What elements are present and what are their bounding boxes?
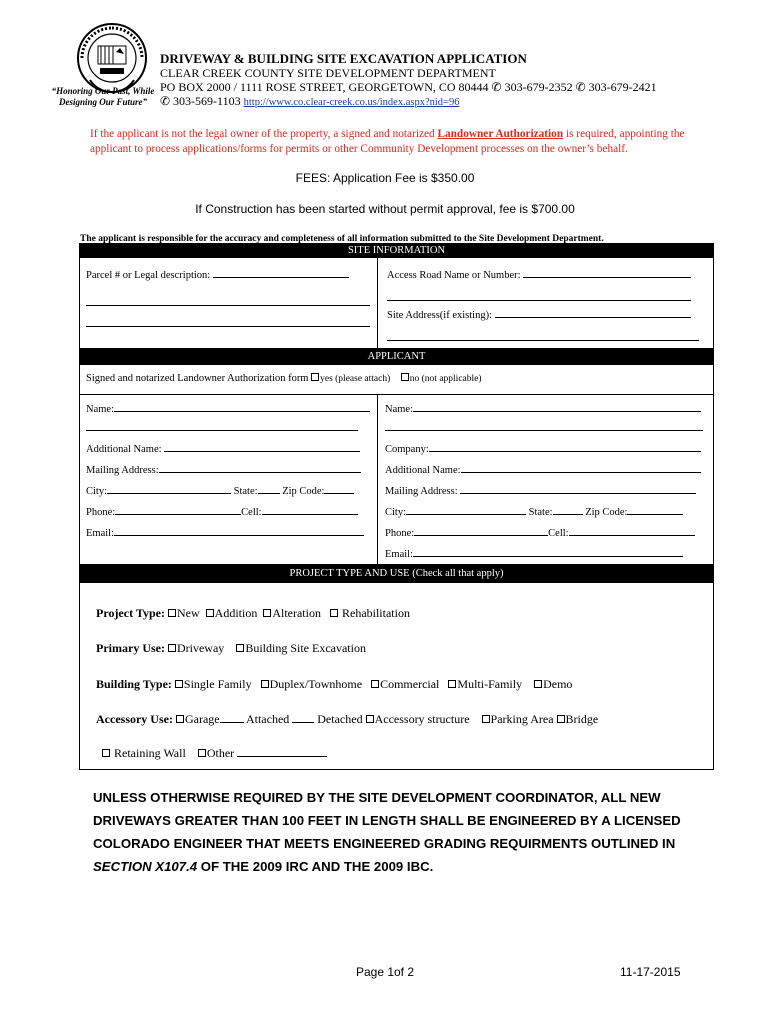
accessory-structure-checkbox[interactable] [366,715,374,723]
project-type-header: PROJECT TYPE AND USE (Check all that apply) [80,564,713,583]
site-information-header: SITE INFORMATION [80,244,713,258]
right-mailing-address-field[interactable]: Mailing Address: [385,484,696,497]
contact-line [160,94,459,109]
left-name-field[interactable]: Name: [86,402,370,415]
garage-checkbox[interactable] [176,715,184,723]
left-phone-cell-field[interactable]: Phone: Cell: [86,505,358,518]
engineering-notice: UNLESS OTHERWISE REQUIRED BY THE SITE DEVELOPMENT COORDINATOR, ALL NEW DRIVEWAYS GREATER THAN 100 FEET IN LENGTH SHALL BE ENGINEERED BY A LICENSED COLORADO ENGINEER THAT MEETS ENGINEERED GRADING REQUIRMENTS OUTLINED IN SECTION X107.4 OF THE 2009 IRC AND THE 2009 IBC. [93,790,681,874]
site-address-field[interactable]: Site Address(if existing): [387,308,691,321]
parking-area-checkbox[interactable] [482,715,490,723]
addition-checkbox[interactable] [206,609,214,617]
building-type-row: Building Type: Single Family Duplex/Townhome Commercial Multi-Family Demo [96,677,573,691]
company-field[interactable]: Company: [385,442,701,455]
retaining-wall-checkbox[interactable] [102,749,110,757]
application-form [79,243,714,770]
left-email-field[interactable]: Email: [86,526,364,539]
left-city-state-zip-field[interactable]: City: State: Zip Code: [86,484,354,497]
landowner-authorization-link[interactable]: Landowner Authorization [437,128,564,140]
building-site-excavation-checkbox[interactable] [236,644,244,652]
other-blank[interactable] [237,747,327,757]
access-road-line-2[interactable] [387,300,691,301]
alteration-checkbox[interactable] [263,609,271,617]
applicant-header: APPLICANT [80,348,713,365]
right-name-field[interactable]: Name: [385,402,701,415]
revision-date: 11-17-2015 [620,965,681,979]
other-row: Retaining Wall Other [102,746,327,761]
department-address: PO BOX 2000 / 1111 ROSE STREET, GEORGETOWN, CO 80444 ✆ 303-679-2352 ✆ 303-679-2421 [160,80,657,94]
bridge-checkbox[interactable] [557,715,565,723]
late-permit-fee: If Construction has been started without permit approval, fee is $700.00 [195,202,575,216]
duplex-townhome-checkbox[interactable] [261,680,269,688]
auth-yes-checkbox[interactable] [311,373,319,381]
landowner-authorization-row: Signed and notarized Landowner Authorization form yes (please attach) no (not applicable) [86,373,482,384]
attached-blank[interactable] [220,713,244,723]
multi-family-checkbox[interactable] [448,680,456,688]
page-number: Page 1of 2 [355,965,415,979]
detached-blank[interactable] [292,713,314,723]
new-checkbox[interactable] [168,609,176,617]
right-name-line-2[interactable] [385,430,703,431]
owner-authorization-note: If the applicant is not the legal owner of the property, a signed and notarized Landowner Authorization is required, appointing the applicant to process applications/forms for permits or other Community Development processes on the owner’s behalf. [90,128,685,155]
parcel-line-3[interactable] [86,326,370,327]
parcel-line-2[interactable] [86,305,370,306]
project-type-row: Project Type: New Addition Alteration Rehabilitation [96,606,410,620]
form-title: DRIVEWAY & BUILDING SITE EXCAVATION APPLICATION [160,51,527,66]
rehabilitation-checkbox[interactable] [330,609,338,617]
right-phone-cell-field[interactable]: Phone: Cell: [385,526,695,539]
commercial-checkbox[interactable] [371,680,379,688]
primary-use-row: Primary Use: Driveway Building Site Excavation [96,641,366,655]
left-additional-name-field[interactable]: Additional Name: [86,442,360,455]
left-name-line-2[interactable] [86,430,358,431]
auth-no-checkbox[interactable] [401,373,409,381]
left-mailing-address-field[interactable]: Mailing Address: [86,463,361,476]
responsibility-statement: The applicant is responsible for the accuracy and completeness of all information submitted to the Site Development Department. [80,234,604,244]
application-fee: FEES: Application Fee is $350.00 [295,171,475,185]
access-road-field[interactable]: Access Road Name or Number: [387,268,691,281]
parcel-field[interactable]: Parcel # or Legal description: [86,268,349,281]
driveway-checkbox[interactable] [168,644,176,652]
department-name: CLEAR CREEK COUNTY SITE DEVELOPMENT DEPARTMENT [160,66,496,80]
accessory-use-row: Accessory Use: Garage Attached Detached Accessory structure Parking Area Bridge [96,712,599,726]
website-link[interactable]: http://www.co.clear-creek.co.us/index.aspx?nid=96 [243,97,460,108]
county-motto: “Honoring Our Past, While Designing Our Future” [51,86,155,107]
right-city-state-zip-field[interactable]: City: State: Zip Code: [385,505,683,518]
county-seal-logo [76,22,148,94]
phone-number: ✆ 303-569-1103 [160,94,241,108]
demo-checkbox[interactable] [534,680,542,688]
right-email-field[interactable]: Email: [385,547,683,560]
site-address-line-2[interactable] [387,340,699,341]
single-family-checkbox[interactable] [175,680,183,688]
right-additional-name-field[interactable]: Additional Name: [385,463,701,476]
other-checkbox[interactable] [198,749,206,757]
